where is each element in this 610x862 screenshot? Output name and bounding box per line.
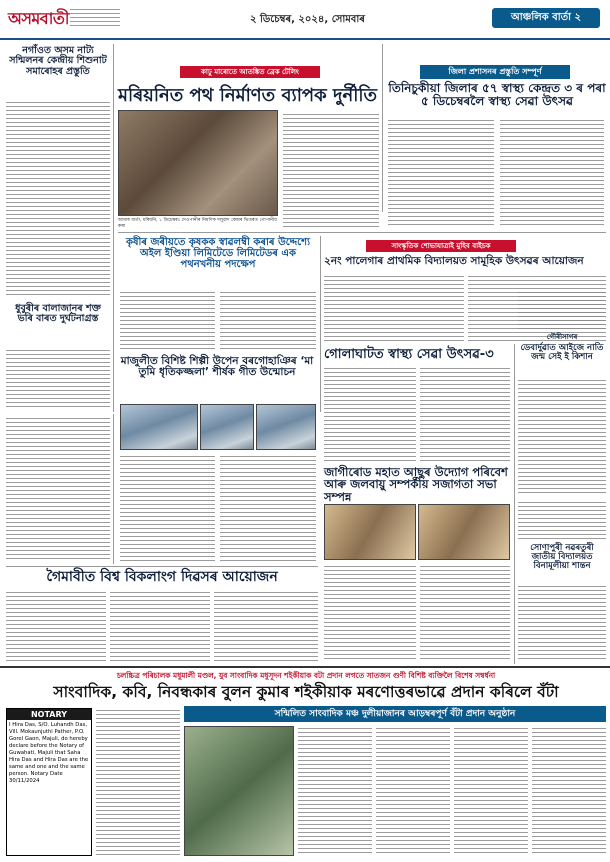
section-label: আঞ্চলিক বাৰ্তা ২: [492, 8, 600, 28]
right-side-body: [518, 378, 606, 496]
banner-body-col2: [376, 726, 450, 856]
column-divider: [113, 414, 114, 564]
right-side-body-top: [518, 290, 606, 330]
left-article-2-body: [6, 348, 110, 408]
right-side-headline: ডেবাৰ্দুৱাত আইজে নাতি জন্ম সেই ই কিশান: [520, 343, 604, 363]
goimabeel-body-col1: [6, 590, 106, 662]
top-story-headline: মৰিয়নিত পথ নিৰ্মাণত ব্যাপক দুৰ্নীতি: [118, 85, 377, 106]
right-top-headline: তিনিচুকীয়া জিলাৰ ৫৭ স্বাস্থ্য কেন্দ্ৰত ৩ ৰ পৰা ৫ ডিচেম্বৰলৈ স্বাস্থ্য সেৱা উৎসৱ: [388, 81, 606, 108]
jagiroad-headline: জাগীৰোড মহাত আছুৰ উদ্যোগ পৰিবেশ আৰু জলবায়ু সম্পৰ্কীয় সজাগতা সভা সম্পন্ন: [324, 465, 508, 504]
majuli-headline: মাজুলীত বিশিষ্ট শিল্পী উপেন বৰগোহাঞিৰ ‘মা তুমি ধৃতিকজ্জলা’ শীৰ্ষক গীত উন্মোচন: [120, 355, 314, 379]
goimabeel-headline: গৈমাবীত বিশ্ব বিকলাংগ দিৱসৰ আয়োজন: [46, 569, 278, 585]
masthead-info: [70, 7, 120, 29]
column-divider: [320, 236, 321, 412]
palegar-headline: ২নং পালেগাৰ প্ৰাথমিক বিদ্যালয়ত সামূহিক উৎসৱৰ আয়োজন: [324, 255, 584, 267]
jagiroad-body-col1: [324, 564, 416, 662]
majuli-photo-3: [256, 404, 316, 450]
left-article-1-body: [6, 100, 110, 298]
banner-divider: [0, 666, 610, 668]
section-divider: [6, 566, 318, 567]
banner-body-col0: [96, 708, 180, 856]
golaghat-body-col2: [420, 366, 510, 462]
banner-subhead: সন্মিলিত সাংবাদিক মঞ্চ দুলীয়াজানৰ আড়ম্বৰপূৰ্ণ বঁটা প্ৰদান অনুষ্ঠান: [184, 706, 606, 722]
left-headline-1: নগাঁওত অসম নাট্য সন্মিলনৰ কেন্দ্ৰীয় শিশুনাট সমাৰোহৰ প্ৰস্তুতি: [9, 45, 107, 77]
majuli-body-col2: [220, 454, 316, 564]
right-side-body-2: [518, 500, 606, 540]
oil-india-body-col2: [220, 290, 316, 352]
banner-headline: সাংবাদিক, কবি, নিবন্ধকাৰ বুলন কুমাৰ শইকীয়াক মৰণোত্তৰভাৱে প্ৰদান কৰিলে বঁটা: [53, 683, 559, 701]
golaghat-headline: গোলাঘাটত স্বাস্থ্য সেৱা উৎসৱ-৩: [324, 347, 494, 362]
top-story-photo: [118, 110, 278, 216]
right-top-kicker: জিলা প্ৰশাসনৰ প্ৰস্তুতি সম্পূৰ্ণ: [420, 65, 570, 79]
oil-india-headline: কৃষীৰ জৰীয়তে কৃষকক স্বাৱলম্বী কৰাৰ উদ্দেশ্যে অইল ইণ্ডিয়া লিমিটেডে লিমিটেডৰ এক পথনখনীয় পদক্ষেপ: [126, 237, 310, 270]
column-divider: [382, 44, 383, 212]
column-divider: [514, 344, 515, 664]
majuli-body-col1: [120, 454, 215, 564]
banner-photo-group: [184, 726, 294, 856]
left-headline-2: ধুবুৰীৰ বালাজানৰ শক্ত ভৰি বাৰত দুৰ্ঘটনাগ্ৰস্ত: [15, 303, 101, 325]
section-divider: [118, 232, 606, 233]
notary-text: I Hira Das, S/O. Luhandh Das, Vill. Mokaunjuthi Pather, P.O. Gorel Gaon, Majuli, do hereby declare before the Notary of Guwahati, Majuli that Saha Hira Das and Hira Das are the same and one and the same person. Notary Date 30/11/2024: [9, 722, 89, 784]
right-side-secondary-body: [518, 584, 606, 662]
majuli-photo-1: [120, 404, 198, 450]
jagiroad-photo-2: [418, 504, 510, 560]
right-side-secondary-headline: সোণাপুৰী নৱৰতুৰী জাতীয় বিদ্যালয়ত বিনামূলীয়া শান্তন: [530, 543, 594, 572]
left-lower-body: [6, 416, 110, 560]
newspaper-logo: অসমবাতী: [8, 9, 69, 28]
right-top-body-col1: [388, 118, 494, 226]
goimabeel-body-col2: [110, 590, 210, 662]
banner-body-col3: [454, 726, 528, 856]
notary-title: NOTARY: [7, 709, 91, 720]
top-story-body: [283, 112, 379, 228]
top-story-caption: আমাৰ বাৰ্তা, মৰিয়নি, ১ ডিচেম্বৰঃ দেওপানীৰ নিমণিক দলুৱাদ কেন্দ্ৰৰ ভিতৰত গোপানীয় কৰা: [118, 218, 277, 229]
majuli-photo-2: [200, 404, 254, 450]
banner-strap: চলচ্চিত্ৰ পৰিচালক মধুমালী মণ্ডল, যুব সাংবাদিক মধুসূদন শইকীয়াক বটা প্ৰদান লগতে সাতজন গুণী বিশিষ্ট ব্যক্তিলৈ বিশেষ সম্বৰ্ধনা: [116, 671, 496, 680]
golaghat-body-col1: [324, 366, 416, 462]
issue-date: ২ ডিচেম্বৰ, ২০২৪, সোমবাৰ: [250, 14, 365, 25]
column-divider: [113, 44, 114, 412]
palegar-body-col1: [324, 274, 464, 344]
jagiroad-body-col2: [420, 564, 510, 662]
right-side-kicker: গৌৰীসাগৰ: [546, 333, 578, 341]
banner-body-col4: [532, 726, 606, 856]
banner-body-col1: [298, 726, 372, 856]
right-top-body-col2: [500, 118, 604, 226]
top-story-kicker: কাঢ়ু মাৰোতে আতঙ্কিত ব্ৰেক টেলিং: [180, 66, 320, 78]
goimabeel-body-col3: [214, 590, 318, 662]
jagiroad-photo-1: [324, 504, 416, 560]
oil-india-body-col1: [120, 290, 215, 352]
palegar-kicker: সাংস্কৃতিক শোভাযাত্ৰাই মুহিব বাইচক: [366, 240, 516, 252]
